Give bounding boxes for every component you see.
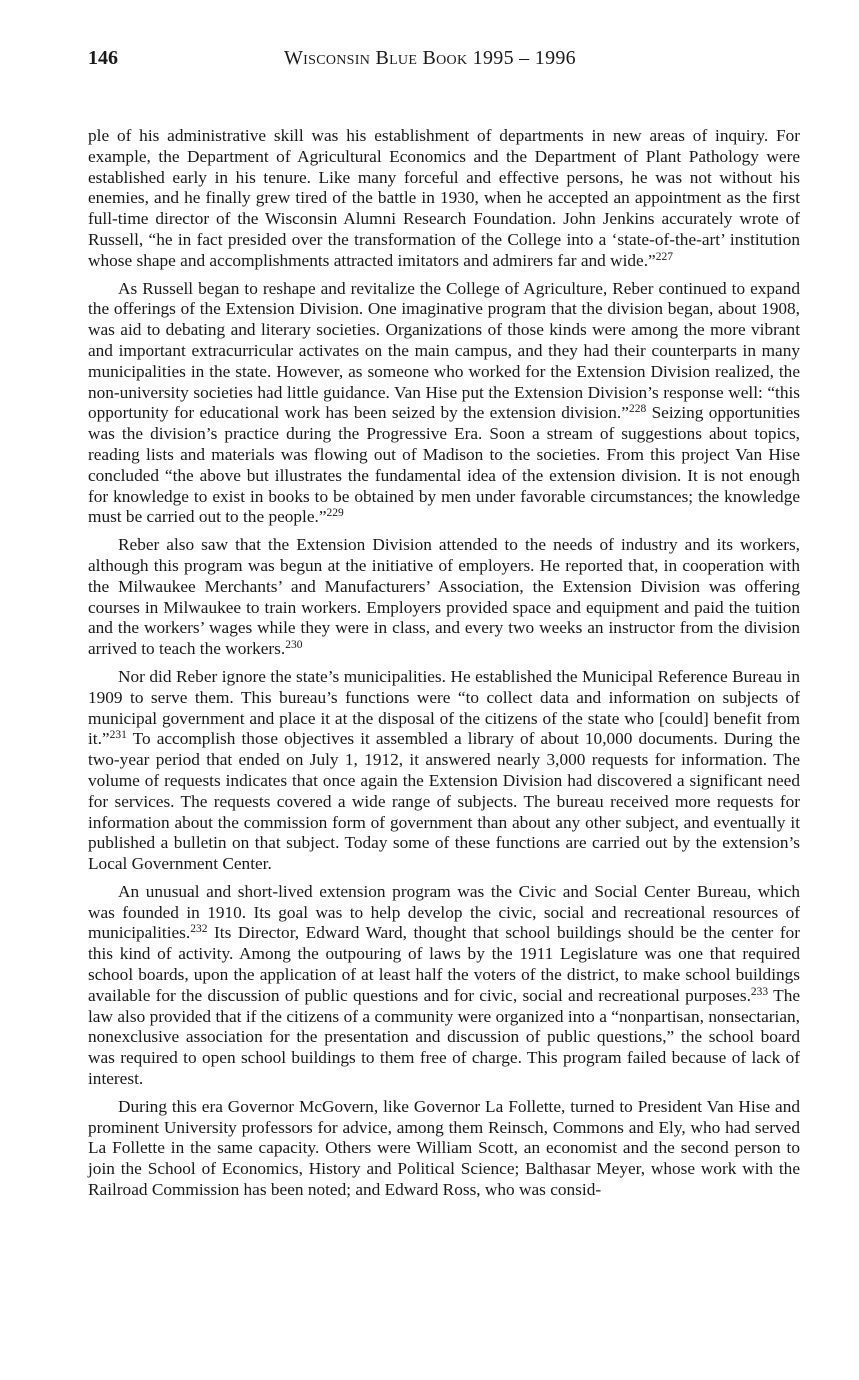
paragraph-text: ple of his administrative skill was his establishment of departments in new areas of inquiry. For example, the Department of Agricultural Economics and the Department of Plant Pathology were established early in his tenure. Like many forceful and effective persons, he was not without his enemies, and he finally grew tired of the battle in 1930, when he accepted an appointment as the first full-time director of the Wisconsin Alumni Research Foundation. John Jenkins accurately wrote of Russell, “he in fact presided over the transformation of the College into a ‘state-of-the-art’ institution whose shape and accomplishments attracted imitators and admirers far and wide.” [88,126,800,270]
paragraph-text: An unusual and short-lived extension program was the Civic and Social Center Bureau, which was founded in 1910. Its goal was to help develop the civic, social and recreational resources of municipalities. [88,881,800,943]
body-text [88,126,800,1208]
paragraph [88,126,800,272]
paragraph-text: During this era Governor McGovern, like Governor La Follette, turned to President Van Hise and prominent University professors for advice, among them Reinsch, Commons and Ely, who had served La Follette in the same capacity. Others were William Scott, an economist and the second person to join the School of Economics, History and Political Science; Balthasar Meyer, whose work with the Railroad Commission has been noted; and Edward Ross, who was consid- [88,1096,800,1200]
paragraph-text: As Russell began to reshape and revitalize the College of Agriculture, Reber continued to expand the offerings of the Extension Division. One imaginative program that the division began, about 1908, was aid to debating and literary societies. Organizations of those kinds were among the more vibrant and important extracurricular activates on the main campus, and they had their counterparts in many municipalities in the state. However, as someone who worked for the Extension Division realized, the non-university societies had little guidance. Van Hise put the Extension Division’s response well: “this opportunity for educational work has been seized by the extension division.” [88,278,800,423]
paragraph-text: Seizing opportunities was the division’s practice during the Progressive Era. Soon a stream of suggestions about topics, reading lists and materials was flowing out of Madison to the societies. From this project Van Hise concluded “the above but illustrates the fundamental idea of the extension division. It is not enough for knowledge to exist in books to be obtained by men under favorable circumstances; the knowledge must be carried out to the people.” [88,403,800,527]
paragraph [88,1097,800,1201]
paragraph [88,882,800,1090]
paragraph-text: To accomplish those objectives it assembled a library of about 10,000 documents. During the two-year period that ended on July 1, 1912, it answered nearly 3,000 requests for information. The volume of requests indicates that once again the Extension Division had discovered a significant need for services. The requests covered a wide range of subjects. The bureau received more requests for information about the commission form of government than about any other subject, and eventually it published a bulletin on that subject. Today some of these functions are carried out by the extension’s Local Government Center. [88,729,800,874]
paragraph-text: Its Director, Edward Ward, thought that school buildings should be the center for this kind of activity. Among the outpouring of laws by the 1911 Legislature was one that required school boards, upon the application of at least half the voters of the district, to make school buildings available for the discussion of public questions and for civic, social and recreational purposes. [88,923,800,1005]
footnote-marker: 233 [750,985,769,998]
paragraph-text: The law also provided that if the citizens of a community were organized into a “nonpartisan, nonsectarian, nonexclusive association for the presentation and discussion of public questions,” the school board was required to open school buildings to them free of charge. This program failed because of lack of interest. [88,985,801,1089]
paragraph [88,535,800,660]
footnote-marker: 231 [109,729,127,742]
paragraph [88,667,800,875]
paragraph-text: Reber also saw that the Extension Division attended to the needs of industry and its workers, although this program was begun at the initiative of employers. He reported that, in cooperation with the Milwaukee Merchants’ and Manufacturers’ Association, the Extension Division was offering courses in Milwaukee to train workers. Employers provided space and equipment and paid the tuition and the workers’ wages while they were in class, and every two weeks an instructor from the division arrived to teach the workers. [88,535,800,659]
paragraph-text: Nor did Reber ignore the state’s municipalities. He established the Municipal Reference Bureau in 1909 to serve them. This bureau’s functions were “to collect data and information on subjects of municipal government and place it at the disposal of the citizens of the state who [could] benefit from it.” [88,666,800,749]
running-head [88,44,800,74]
book-title: Wisconsin Blue Book 1995 – 1996 [284,47,576,69]
footnote-marker: 232 [190,923,208,936]
paragraph [88,279,800,529]
footnote-marker: 228 [628,403,647,416]
footnote-marker: 227 [655,250,673,263]
footnote-marker: 230 [285,639,303,652]
page-number: 146 [88,47,118,69]
footnote-marker: 229 [326,507,344,520]
